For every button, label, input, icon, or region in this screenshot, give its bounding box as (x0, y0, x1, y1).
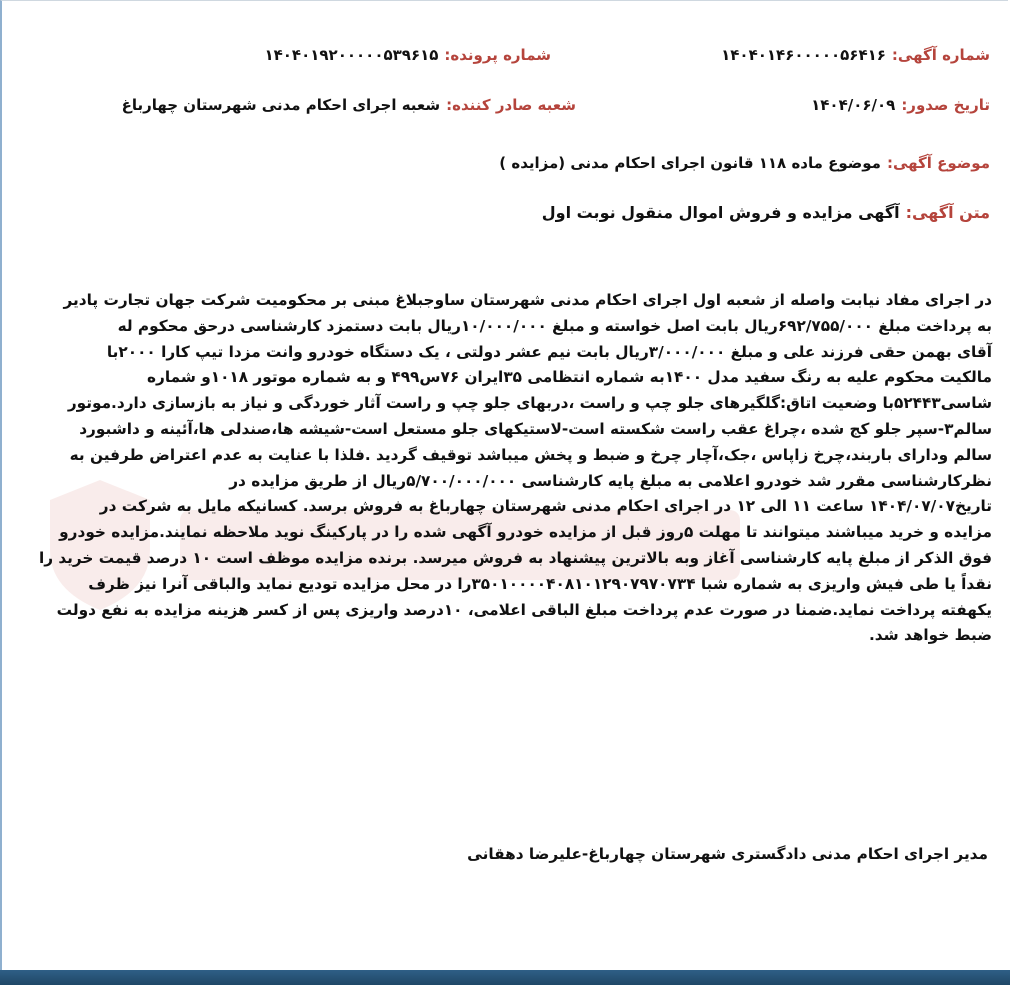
notice-number-label: شماره آگهی: (891, 46, 990, 64)
text-title-row (542, 203, 990, 222)
issuing-branch-row (122, 96, 576, 114)
notice-body: در اجرای مفاد نیابت واصله از شعبه اول اجرای احکام مدنی شهرستان ساوجبلاغ مبنی بر محکومیت شرکت جهان تجارت پادیر به پرداخت مبلغ ۶۹۲/۷۵۵/۰۰۰ریال بابت اصل خواسته و مبلغ ۱۰/۰۰۰/۰۰۰ریال بابت دستمزد کارشناسی درحق محکوم له آقای بهمن حقی فرزند علی و مبلغ ۳/۰۰۰/۰۰۰ریال بابت نیم عشر دولتی ، یک دستگاه خودرو وانت مزدا تیپ کارا ۲۰۰۰با مالکیت محکوم علیه به رنگ سفید مدل ۱۴۰۰به شماره انتظامی ۳۵ایران ۷۶س۴۹۹ و به شماره موتور ۱۰۱۸و شماره شاسی۵۲۴۴۳با وضعیت اتاق:گلگیرهای جلو چپ و راست ،دربهای جلو چپ و راست آثار خوردگی و نیاز به بازسازی دارد.موتور سالم۳-سپر جلو کج شده ،چراغ عقب راست شکسته است-لاستیکهای جلو مستعل است-شیشه ها،صندلی ها،آئینه و داشبورد سالم ودارای باربند،چرخ زاپاس ،جک،آچار چرخ و ضبط و پخش میباشد توقیف گردید .فلذا با عنایت به عدم اعتراض طرفین به نظرکارشناسی مقرر شد خودرو اعلامی به مبلغ پایه کارشناسی ۵/۷۰۰/۰۰۰/۰۰۰ریال از طریق مزایده در تاریخ۱۴۰۴/۰۷/۰۷ ساعت ۱۱ الی ۱۲ در اجرای احکام مدنی شهرستان چهارباغ به فروش برسد. کسانیکه مایل به شرکت در مزایده و خرید میباشند میتوانند تا مهلت ۵روز قبل از مزایده خودرو آگهی شده را در پارکینگ نوید ملاحظه نمایند.مزایده خودرو فوق الذکر از مبلغ پایه کارشناسی آغاز وبه بالاترین پیشنهاد به فروش میرسد. برنده مزایده موظف است ۱۰ درصد قیمت خرید را نقداً یا طی فیش واریزی به شماره شبا ۳۵۰۱۰۰۰۰۴۰۸۱۰۱۲۹۰۷۹۷۰۷۳۴را در محل مزایده تودیع نماید والباقی آنرا نیز ظرف یکهفته پرداخت نماید.ضمنا در صورت عدم پرداخت مبلغ الباقی اعلامی، ۱۰درصد واریزی پس از کسر هزینه مزایده به نفع دولت ضبط خواهد شد. (38, 291, 992, 645)
subject-label: موضوع آگهی: (886, 154, 990, 172)
bottom-bar (0, 970, 1010, 985)
issuing-branch: شعبه اجرای احکام مدنی شهرستان چهارباغ (121, 96, 441, 114)
issue-date: ۱۴۰۴/۰۶/۰۹ (811, 96, 896, 114)
notice-number-row (721, 46, 990, 64)
case-number-row (264, 46, 551, 64)
case-number-label: شماره پرونده: (444, 46, 551, 64)
subject-row (499, 154, 990, 172)
subject-text: موضوع ماده ۱۱۸ قانون اجرای احکام مدنی (مزایده ) (499, 154, 881, 172)
text-label: متن آگهی: (905, 203, 990, 222)
issuing-branch-label: شعبه صادر کننده: (446, 96, 576, 114)
text-title: آگهی مزایده و فروش اموال منقول نوبت اول (541, 203, 900, 222)
case-number: ۱۴۰۴۰۱۹۲۰۰۰۰۰۵۳۹۶۱۵ (264, 46, 439, 64)
signature: مدیر اجرای احکام مدنی دادگستری شهرستان چهارباغ-علیرضا دهقانی (467, 845, 988, 863)
notice-number: ۱۴۰۴۰۱۴۶۰۰۰۰۰۵۶۴۱۶ (721, 46, 886, 64)
issue-date-label: تاریخ صدور: (901, 96, 990, 114)
issue-date-row (811, 96, 990, 114)
